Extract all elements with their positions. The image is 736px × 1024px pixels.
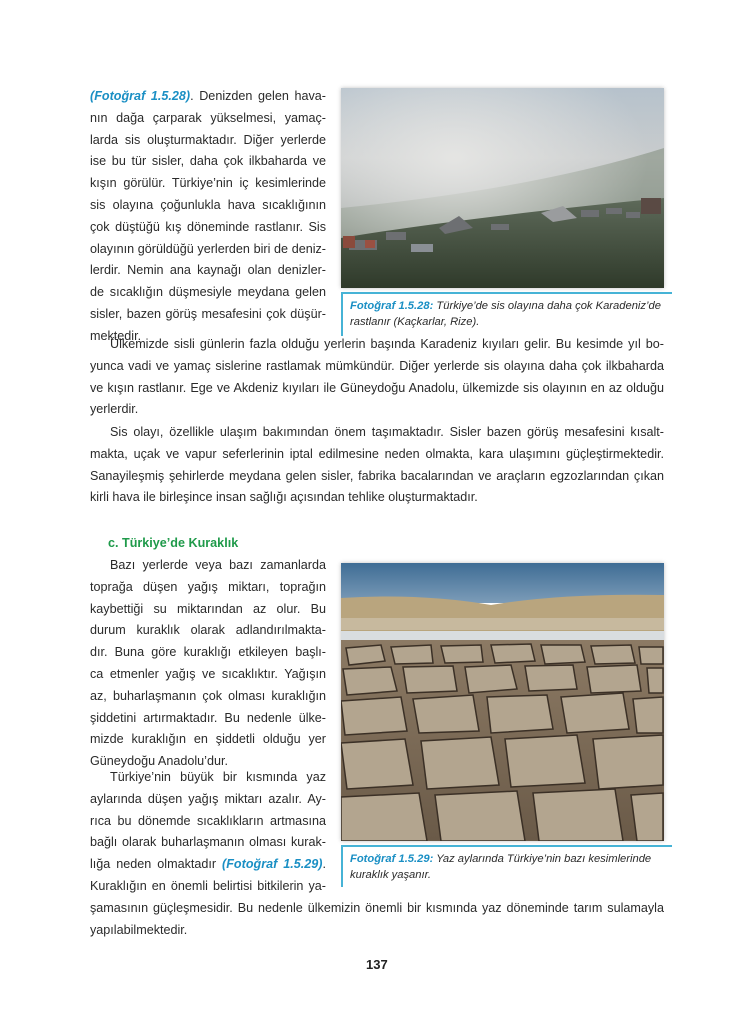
- text-line: durum kuraklık olarak adlandırılmakta-: [90, 623, 326, 638]
- cracked-earth-image: [341, 563, 664, 841]
- text-line: çok düştüğü kış döneminde rastlanır. Sis: [90, 219, 326, 234]
- text-line: nın dağa çarparak yükselmesi, yamaç-: [90, 110, 326, 125]
- fog-photo: [341, 88, 664, 288]
- text-line: bağlı olarak buharlaşmanın olması kurak-: [90, 835, 326, 850]
- text-line: Sanayileşmiş şehirlerde meydana gelen sisler, fabrika bacalarından ve araçların egzozlarından çıkan: [90, 468, 664, 483]
- text-line: kaybettiği su miktarından az olur. Bu: [90, 601, 326, 616]
- text-line: dır. Buna göre kuraklığı etkileyen başlı-: [90, 645, 326, 660]
- caption-text: kuraklık yaşanır.: [350, 869, 432, 881]
- drought-paragraph-column: [90, 555, 326, 773]
- caption-text: Yaz aylarında Türkiye’nin bazı kesimlerinde: [433, 853, 652, 865]
- drought-photo: [341, 563, 664, 841]
- text-line: az, buharlaşmanın çok olması kuraklığın: [90, 688, 326, 703]
- text-line: lerdir. Nemin ana kaynağı olan denizler-: [90, 263, 326, 278]
- text-line: kışın görülür. Türkiye’nin iç kesimlerinde: [90, 176, 326, 191]
- text-line: larda sis oluşturmaktadır. Diğer yerlerde: [90, 132, 326, 147]
- text-line: lığa neden olmaktadır: [90, 857, 223, 872]
- punctuation: .: [322, 857, 326, 872]
- caption-text: Türkiye’de sis olayına daha çok Karadeniz’de: [433, 300, 661, 312]
- page-number: 137: [366, 957, 388, 972]
- photo-reference-link[interactable]: (Fotoğraf 1.5.29): [222, 857, 323, 872]
- fog-transport-paragraph: [90, 422, 664, 509]
- fog-regions-paragraph: [90, 334, 664, 421]
- text-line: Bazı yerlerde veya bazı zamanlarda: [110, 558, 326, 572]
- text-line: şiddetini artırmaktadır. Bu nedenle ülke-: [90, 710, 326, 725]
- fog-landscape-image: [341, 88, 664, 288]
- text-line: Kuraklığın en önemli belirtisi bitkilerin ya-: [90, 878, 326, 893]
- text-line: . Denizden gelen hava-: [190, 89, 326, 103]
- text-line: sis olayına çoğunlukla hava sıcaklığının: [90, 197, 326, 212]
- photo-caption: [341, 845, 672, 887]
- text-line: Sis olayı, özellikle ulaşım bakımından önem taşımaktadır. Sisler bazen görüş mesafesini kısalt-: [110, 425, 664, 439]
- drought-irrigation-paragraph: [90, 898, 664, 942]
- section-heading: c. Türkiye’de Kuraklık: [108, 536, 239, 550]
- text-line: yerlerdir.: [90, 402, 139, 417]
- photo-caption: [341, 292, 672, 336]
- text-line: ve kışın rastlanır. Ege ve Akdeniz kıyıları ile Güneydoğu Anadolu, ülkemizde sis olayının en az olduğu: [90, 380, 664, 395]
- text-line: ise bu tür sisler, daha çok ilkbaharda ve: [90, 154, 326, 169]
- text-line: aylarında düşen yağış miktarı azalır. Ay-: [90, 791, 326, 806]
- text-line: makta, uçak ve vapur seferlerinin iptal edilmesine neden olmakta, kara ulaşımını güçleştirmektedir.: [90, 446, 664, 461]
- text-line: Güneydoğu Anadolu’dur.: [90, 754, 228, 769]
- text-line: Ülkemizde sisli günlerin fazla olduğu yerlerin başında Karadeniz kıyıları gelir. Bu kesimde yıl bo-: [110, 337, 664, 351]
- text-line: mektedir.: [90, 328, 142, 343]
- text-line: yunca vadi ve yamaç sislerine rastlamak mümkündür. Diğer yerlerde sis olayına daha çok ilkbaharda: [90, 358, 664, 373]
- text-line: toprağa düşen yağış miktarı, toprağın: [90, 579, 326, 594]
- fog-paragraph-column: [90, 86, 326, 348]
- drought-summer-paragraph: [90, 767, 326, 898]
- caption-text: rastlanır (Kaçkarlar, Rize).: [350, 316, 480, 328]
- text-line: olayının görüldüğü yerlerden biri de deniz-: [90, 241, 326, 256]
- text-line: Türkiye’nin büyük bir kısmında yaz: [110, 770, 326, 784]
- caption-label: Fotoğraf 1.5.28:: [350, 300, 434, 312]
- text-line: yapılabilmektedir.: [90, 922, 188, 937]
- text-line: mizde kuraklığın en şiddetli olduğu yer: [90, 732, 326, 747]
- text-line: şamasının güçleşmesidir. Bu nedenle ülkemizin önemli bir kısmında yaz döneminde tarım sulamayla: [90, 901, 664, 915]
- text-line: rıca bu dönemde sıcaklıkların artmasına: [90, 813, 326, 828]
- caption-label: Fotoğraf 1.5.29:: [350, 853, 434, 865]
- text-line: ca etmenler yağış ve sıcaklıktır. Yağışın: [90, 666, 326, 681]
- text-line: de sıcaklığın düşmesiyle meydana gelen: [90, 285, 326, 300]
- photo-reference-link[interactable]: (Fotoğraf 1.5.28): [90, 89, 191, 103]
- text-line: sisler, bazen görüş mesafesini çok düşür-: [90, 306, 326, 321]
- text-line: kirli hava ile birleşince insan sağlığı açısından tehlike oluşturmaktadır.: [90, 490, 478, 505]
